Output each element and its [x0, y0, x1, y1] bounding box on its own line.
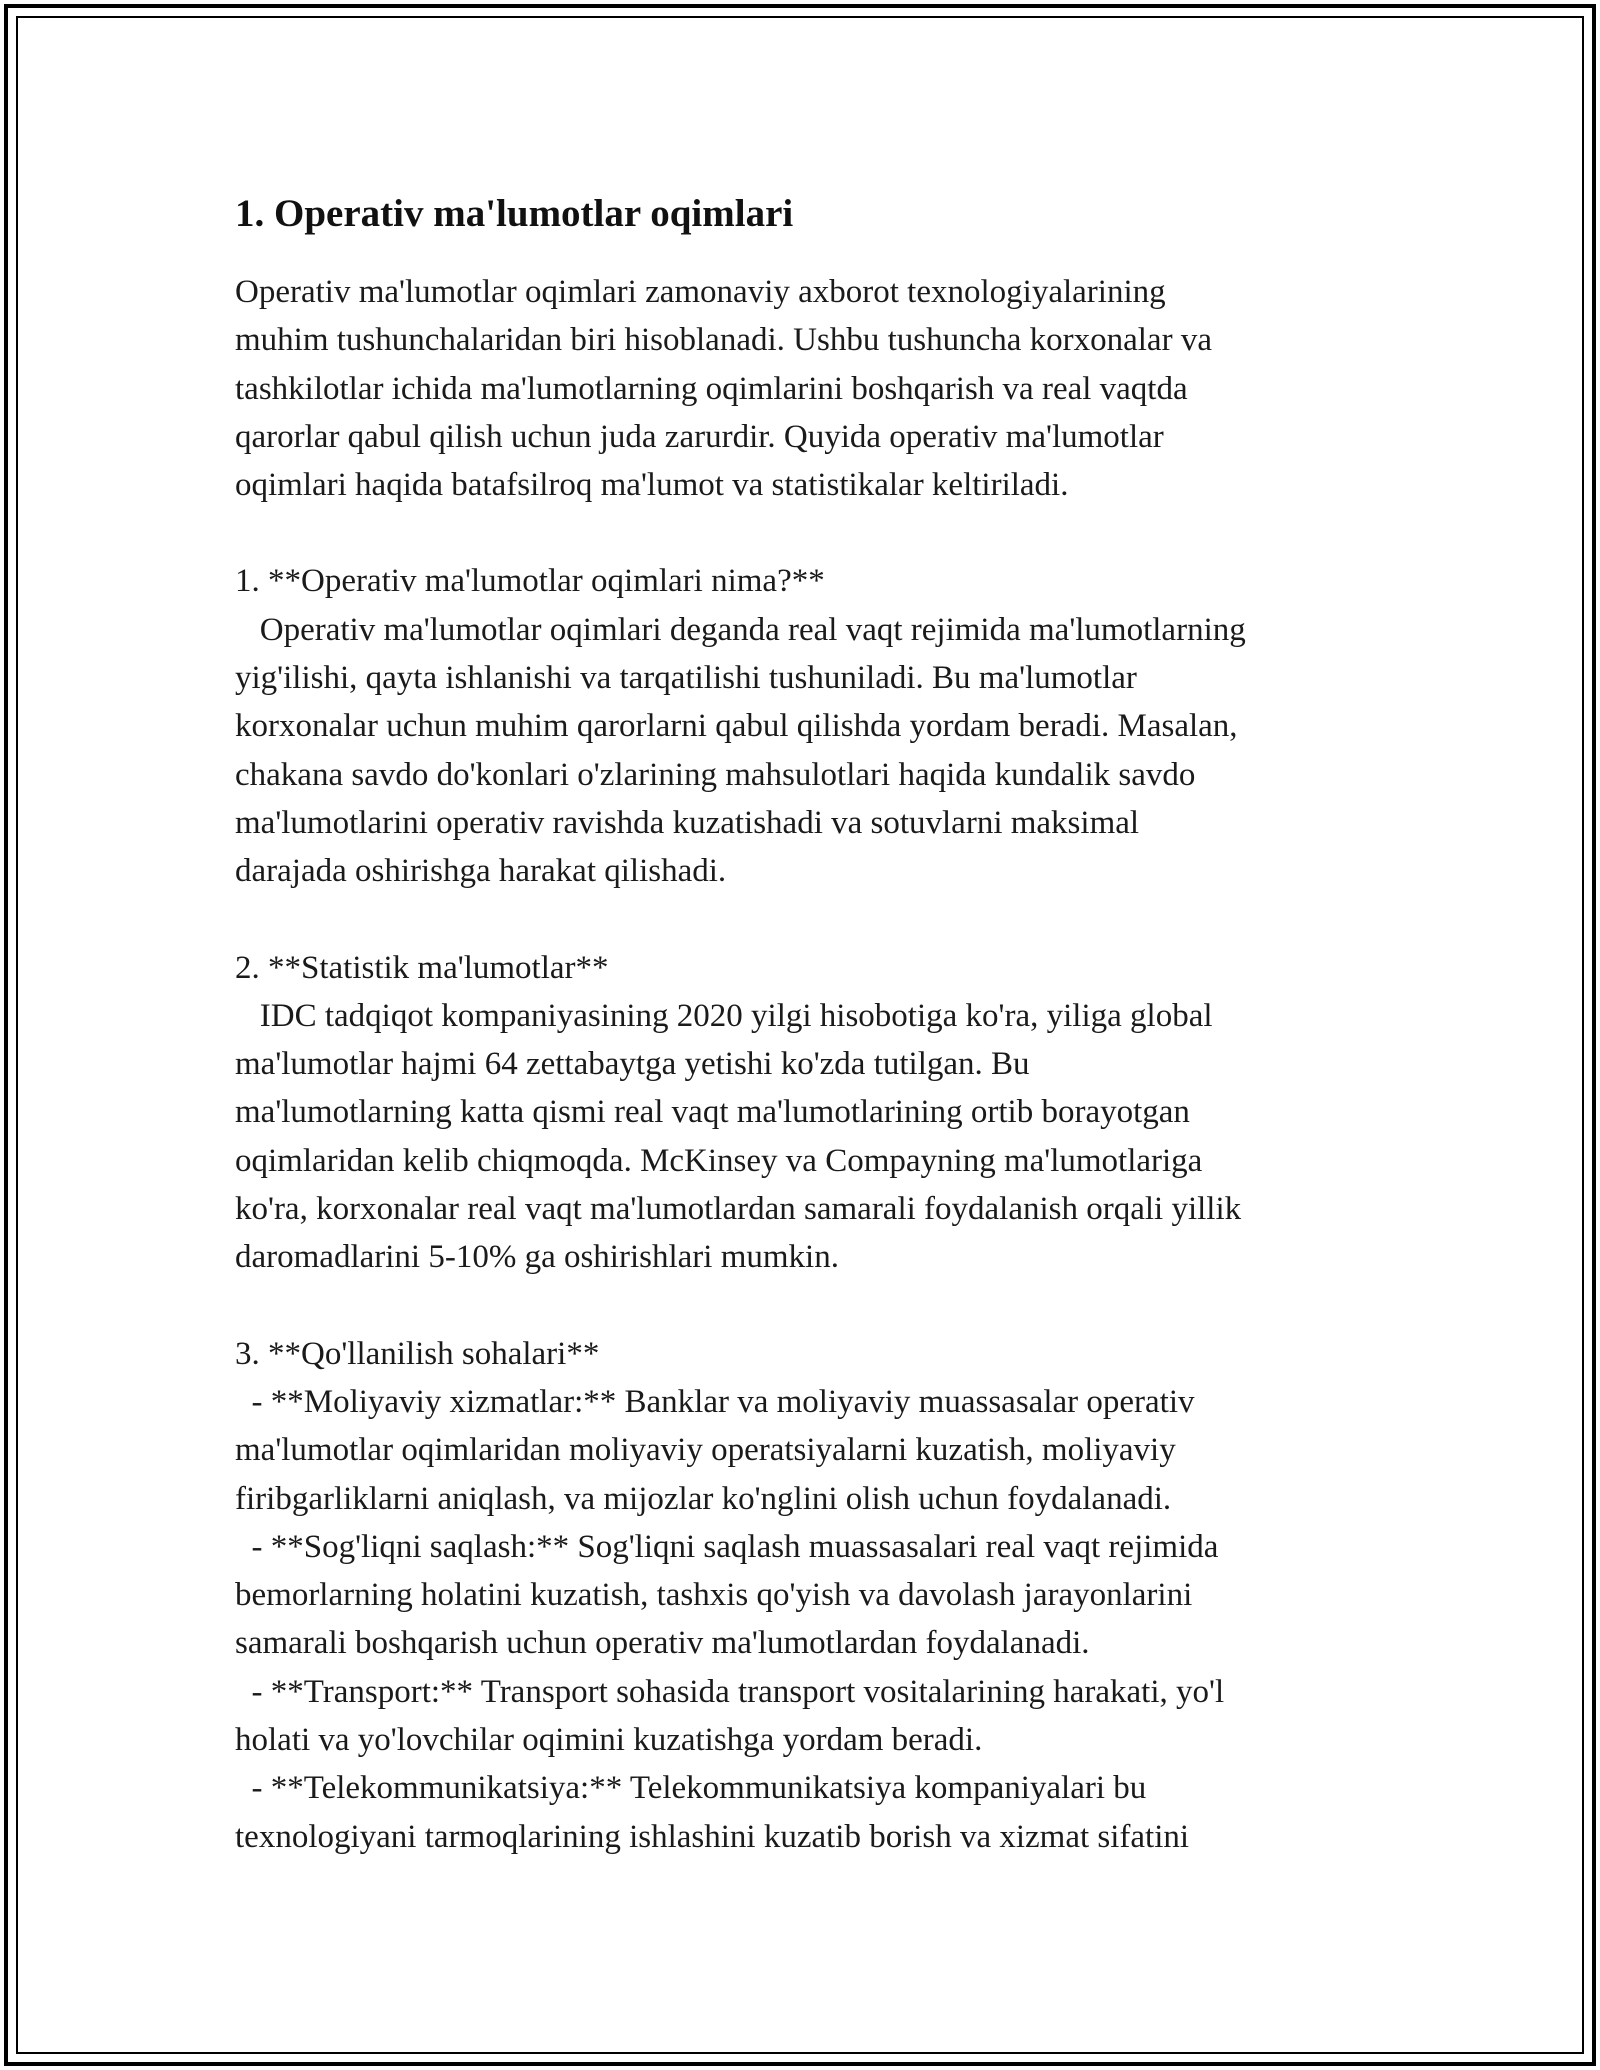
section-3-body: - **Moliyaviy xizmatlar:** Banklar va moliyaviy muassasalar operativ ma'lumotlar oqimlaridan moliyaviy operatsiyalarni kuzatish, moliyaviy firibgarliklarni aniqlash, va mijozlar ko'nglini olish uchun foydalanadi. - **Sog'liqni saqlash:** Sog'liqni saqlash muassasalari real vaqt rejimida bemorlarning holatini kuzatish, tashxis qo'yish va davolash jarayonlarini samarali boshqarish uchun operativ ma'lumotlardan foydalanadi. - **Transport:** Transport sohasida transport vositalarining harakati, yo'l holati va yo'lovchilar oqimini kuzatishga yordam beradi. - **Telekommunikatsiya:** Telekommunikatsiya kompaniyalari bu texnologiyani tarmoqlarining ishlashini kuzatib borish va xizmat sifatini [235, 1383, 1225, 1855]
document-body [235, 190, 1385, 1861]
section-1-heading: 1. **Operativ ma'lumotlar oqimlari nima?** [235, 563, 825, 600]
paragraph-gap [235, 1282, 1385, 1330]
section-2-heading: 2. **Statistik ma'lumotlar** [235, 949, 609, 986]
section-1-body: Operativ ma'lumotlar oqimlari deganda real vaqt rejimida ma'lumotlarning yig'ilishi, qayta ishlanishi va tarqatilishi tushuniladi. Bu ma'lumotlar korxonalar uchun muhim qarorlarni qabul qilishda yordam beradi. Masalan, chakana savdo do'konlari o'zlarining mahsulotlari haqida kundalik savdo ma'lumotlarini operativ ravishda kuzatishadi va sotuvlarni maksimal darajada oshirishga harakat qilishadi. [235, 611, 1246, 890]
paragraph-gap [235, 509, 1385, 557]
intro-paragraph: Operativ ma'lumotlar oqimlari zamonaviy axborot texnologiyalarining muhim tushunchalaridan biri hisoblanadi. Ushbu tushuncha korxonalar va tashkilotlar ichida ma'lumotlarning oqimlarini boshqarish va real vaqtda qarorlar qabul qilish uchun juda zarurdir. Quyida operativ ma'lumotlar oqimlari haqida batafsilroq ma'lumot va statistikalar keltiriladi. [235, 274, 1212, 504]
paragraph-gap [235, 896, 1385, 944]
section-2-body: IDC tadqiqot kompaniyasining 2020 yilgi hisobotiga ko'ra, yiliga global ma'lumotlar hajmi 64 zettabaytga yetishi ko'zda tutilgan. Bu ma'lumotlarning katta qismi real vaqt ma'lumotlarining ortib borayotgan oqimlaridan kelib chiqmoqda. McKinsey va Compayning ma'lumotlariga ko'ra, korxonalar real vaqt ma'lumotlardan samarali foydalanish orqali yillik daromadlarini 5-10% ga oshirishlari mumkin. [235, 997, 1242, 1276]
document-title: 1. Operativ ma'lumotlar oqimlari [235, 192, 794, 235]
section-3-heading: 3. **Qo'llanilish sohalari** [235, 1335, 600, 1372]
